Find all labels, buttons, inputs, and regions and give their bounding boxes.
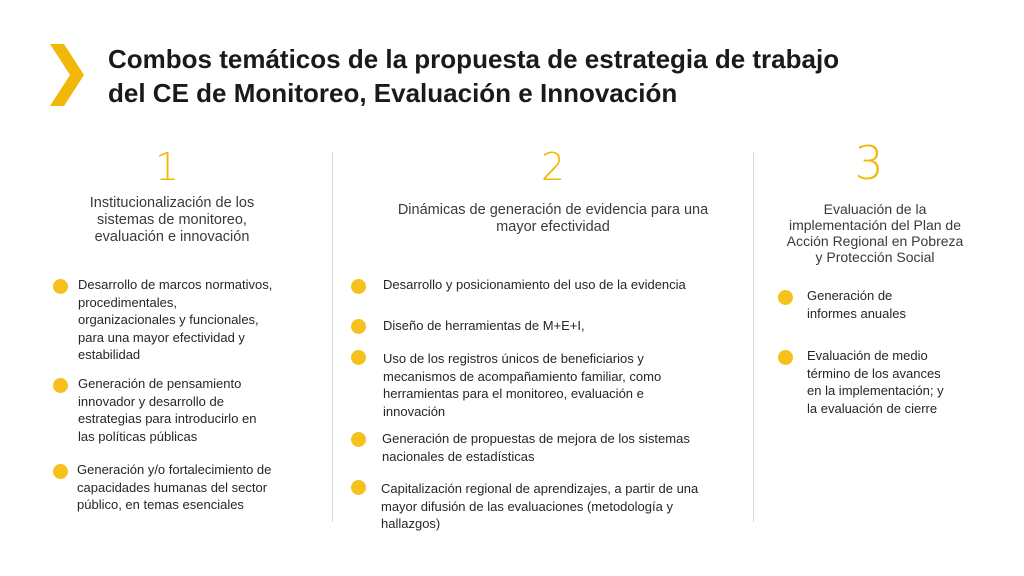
column-2-heading: Dinámicas de generación de evidencia para una mayor efectividad <box>397 202 709 235</box>
bullet-dot <box>351 480 366 495</box>
chevron-arrow-icon <box>50 44 90 106</box>
bullet-dot <box>53 378 68 393</box>
column-3-item-1: Generación de informes anuales <box>778 287 978 322</box>
column-1-item-3: Generación y/o fortalecimiento de capacidades humanas del sector público, en temas esenciales <box>53 461 328 514</box>
column-2-item-1: Desarrollo y posicionamiento del uso de la evidencia <box>351 276 746 294</box>
bullet-dot <box>351 432 366 447</box>
column-2-number: 2 <box>540 145 566 189</box>
column-divider-2 <box>753 152 754 522</box>
slide-title <box>108 42 988 110</box>
column-2-item-4: Generación de propuestas de mejora de los sistemas nacionales de estadísticas <box>351 430 746 465</box>
column-1-item-2: Generación de pensamiento innovador y desarrollo de estrategias para introducirlo en las políticas públicas <box>53 375 323 445</box>
column-1-number: 1 <box>154 145 180 189</box>
column-divider-1 <box>332 152 333 522</box>
bullet-dot <box>53 279 68 294</box>
bullet-dot <box>351 279 366 294</box>
title-line-1: Combos temáticos de la propuesta de estrategia de trabajo <box>108 44 840 74</box>
bullet-dot <box>778 290 793 305</box>
bullet-dot <box>351 350 366 365</box>
bullet-dot <box>351 319 366 334</box>
bullet-dot <box>778 350 793 365</box>
column-3-heading: Evaluación de la implementación del Plan de Acción Regional en Pobreza y Protección Social <box>786 201 964 265</box>
column-1-heading: Institucionalización de los sistemas de monitoreo, evaluación e innovación <box>89 195 255 245</box>
column-3-number: 3 <box>854 136 884 190</box>
column-1-item-1: Desarrollo de marcos normativos, procedimentales, organizacionales y funcionales, para una mayor efectividad y estabilidad <box>53 276 323 364</box>
title-line-2: del CE de Monitoreo, Evaluación e Innovación <box>108 78 678 108</box>
bullet-dot <box>53 464 68 479</box>
column-3-item-2: Evaluación de medio término de los avances en la implementación; y la evaluación de cierre <box>778 347 978 417</box>
column-2-item-2: Diseño de herramientas de M+E+I, <box>351 317 746 335</box>
column-2-item-5: Capitalización regional de aprendizajes, a partir de una mayor difusión de las evaluaciones (metodología y hallazgos) <box>351 480 746 533</box>
column-2-item-3: Uso de los registros únicos de beneficiarios y mecanismos de acompañamiento familiar, como herramientas para el monitoreo, evaluación e innovación <box>351 350 746 420</box>
